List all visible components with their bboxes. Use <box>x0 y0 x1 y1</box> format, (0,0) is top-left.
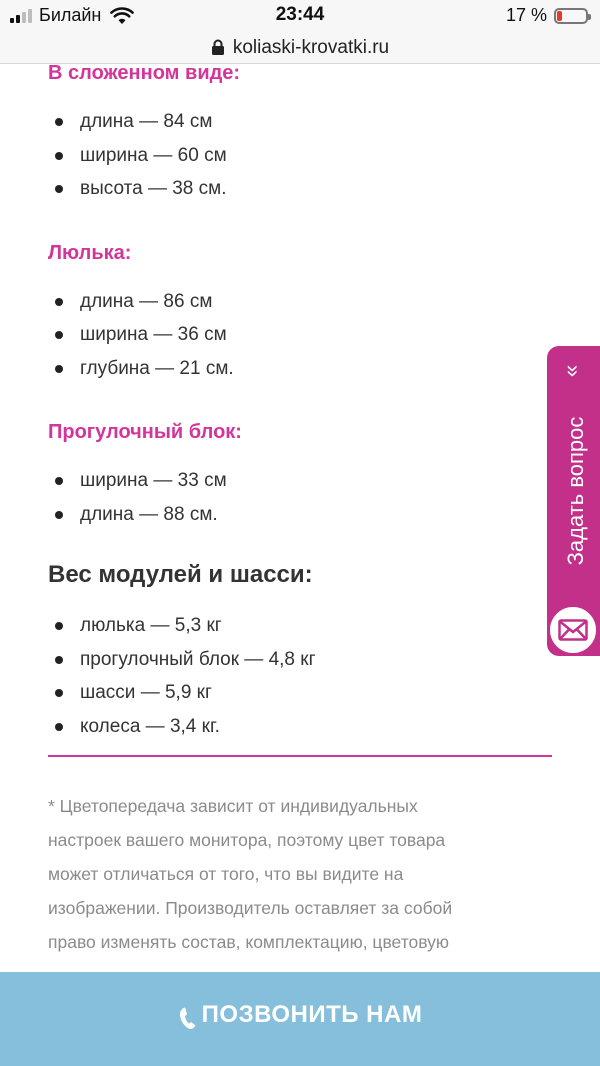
list-item: глубина — 21 см. <box>48 352 558 386</box>
mail-button[interactable] <box>547 604 599 656</box>
color-disclaimer <box>48 789 548 959</box>
list-item: ширина — 33 см <box>48 464 558 498</box>
stroller-seat-dimensions-list <box>48 464 558 531</box>
list-item: высота — 38 см. <box>48 172 558 206</box>
call-us-label: ПОЗВОНИТЬ НАМ <box>201 1001 423 1028</box>
battery-level <box>557 11 562 21</box>
status-bar <box>0 0 600 32</box>
list-item: длина — 84 см <box>48 105 558 139</box>
list-item: ширина — 60 см <box>48 139 558 173</box>
bassinet-dimensions-list <box>48 285 558 386</box>
call-us-bar[interactable] <box>0 972 600 1066</box>
lock-icon <box>211 39 225 56</box>
list-item: люлька — 5,3 кг <box>48 609 558 643</box>
folded-dimensions-list <box>48 105 558 206</box>
list-item: длина — 88 см. <box>48 498 558 532</box>
page-content <box>48 63 558 743</box>
list-item: длина — 86 см <box>48 285 558 319</box>
section-heading-folded: В сложенном виде: <box>48 62 241 84</box>
status-right <box>506 5 588 26</box>
address-bar[interactable] <box>0 32 600 64</box>
footnote-line: настроек вашего монитора, поэтому цвет товара <box>48 830 446 850</box>
divider <box>48 755 552 757</box>
list-item: колеса — 3,4 кг. <box>48 710 558 744</box>
battery-percent: 17 % <box>505 5 547 25</box>
section-heading-stroller-seat: Прогулочный блок: <box>48 421 242 443</box>
address-inner <box>211 37 389 59</box>
footnote-line: право изменять состав, комплектацию, цветовую <box>48 932 450 952</box>
clock: 23:44 <box>275 4 325 25</box>
weights-heading: Вес модулей и шасси: <box>48 561 313 588</box>
list-item: ширина — 36 см <box>48 318 558 352</box>
call-us-button[interactable] <box>178 1000 423 1030</box>
weights-list <box>48 609 558 743</box>
list-item: прогулочный блок — 4,8 кг <box>48 643 558 677</box>
battery-icon <box>554 8 588 24</box>
url-text[interactable]: koliaski-krovatki.ru <box>232 36 390 58</box>
section-heading-bassinet: Люлька: <box>48 241 132 264</box>
footnote-line: изображении. Производитель оставляет за собой <box>48 898 453 918</box>
chevrons-left-icon: « <box>558 364 584 378</box>
ask-question-tab[interactable] <box>547 346 600 656</box>
footnote-line: может отличаться от того, что вы видите на <box>48 864 404 884</box>
footnote-line: * Цветопередача зависит от индивидуальных <box>48 796 418 816</box>
phone-icon <box>178 1006 198 1030</box>
carrier-name: Билайн <box>39 5 102 25</box>
list-item: шасси — 5,9 кг <box>48 676 558 710</box>
mail-icon <box>558 619 588 641</box>
ask-question-label: Задать вопрос <box>563 416 588 566</box>
